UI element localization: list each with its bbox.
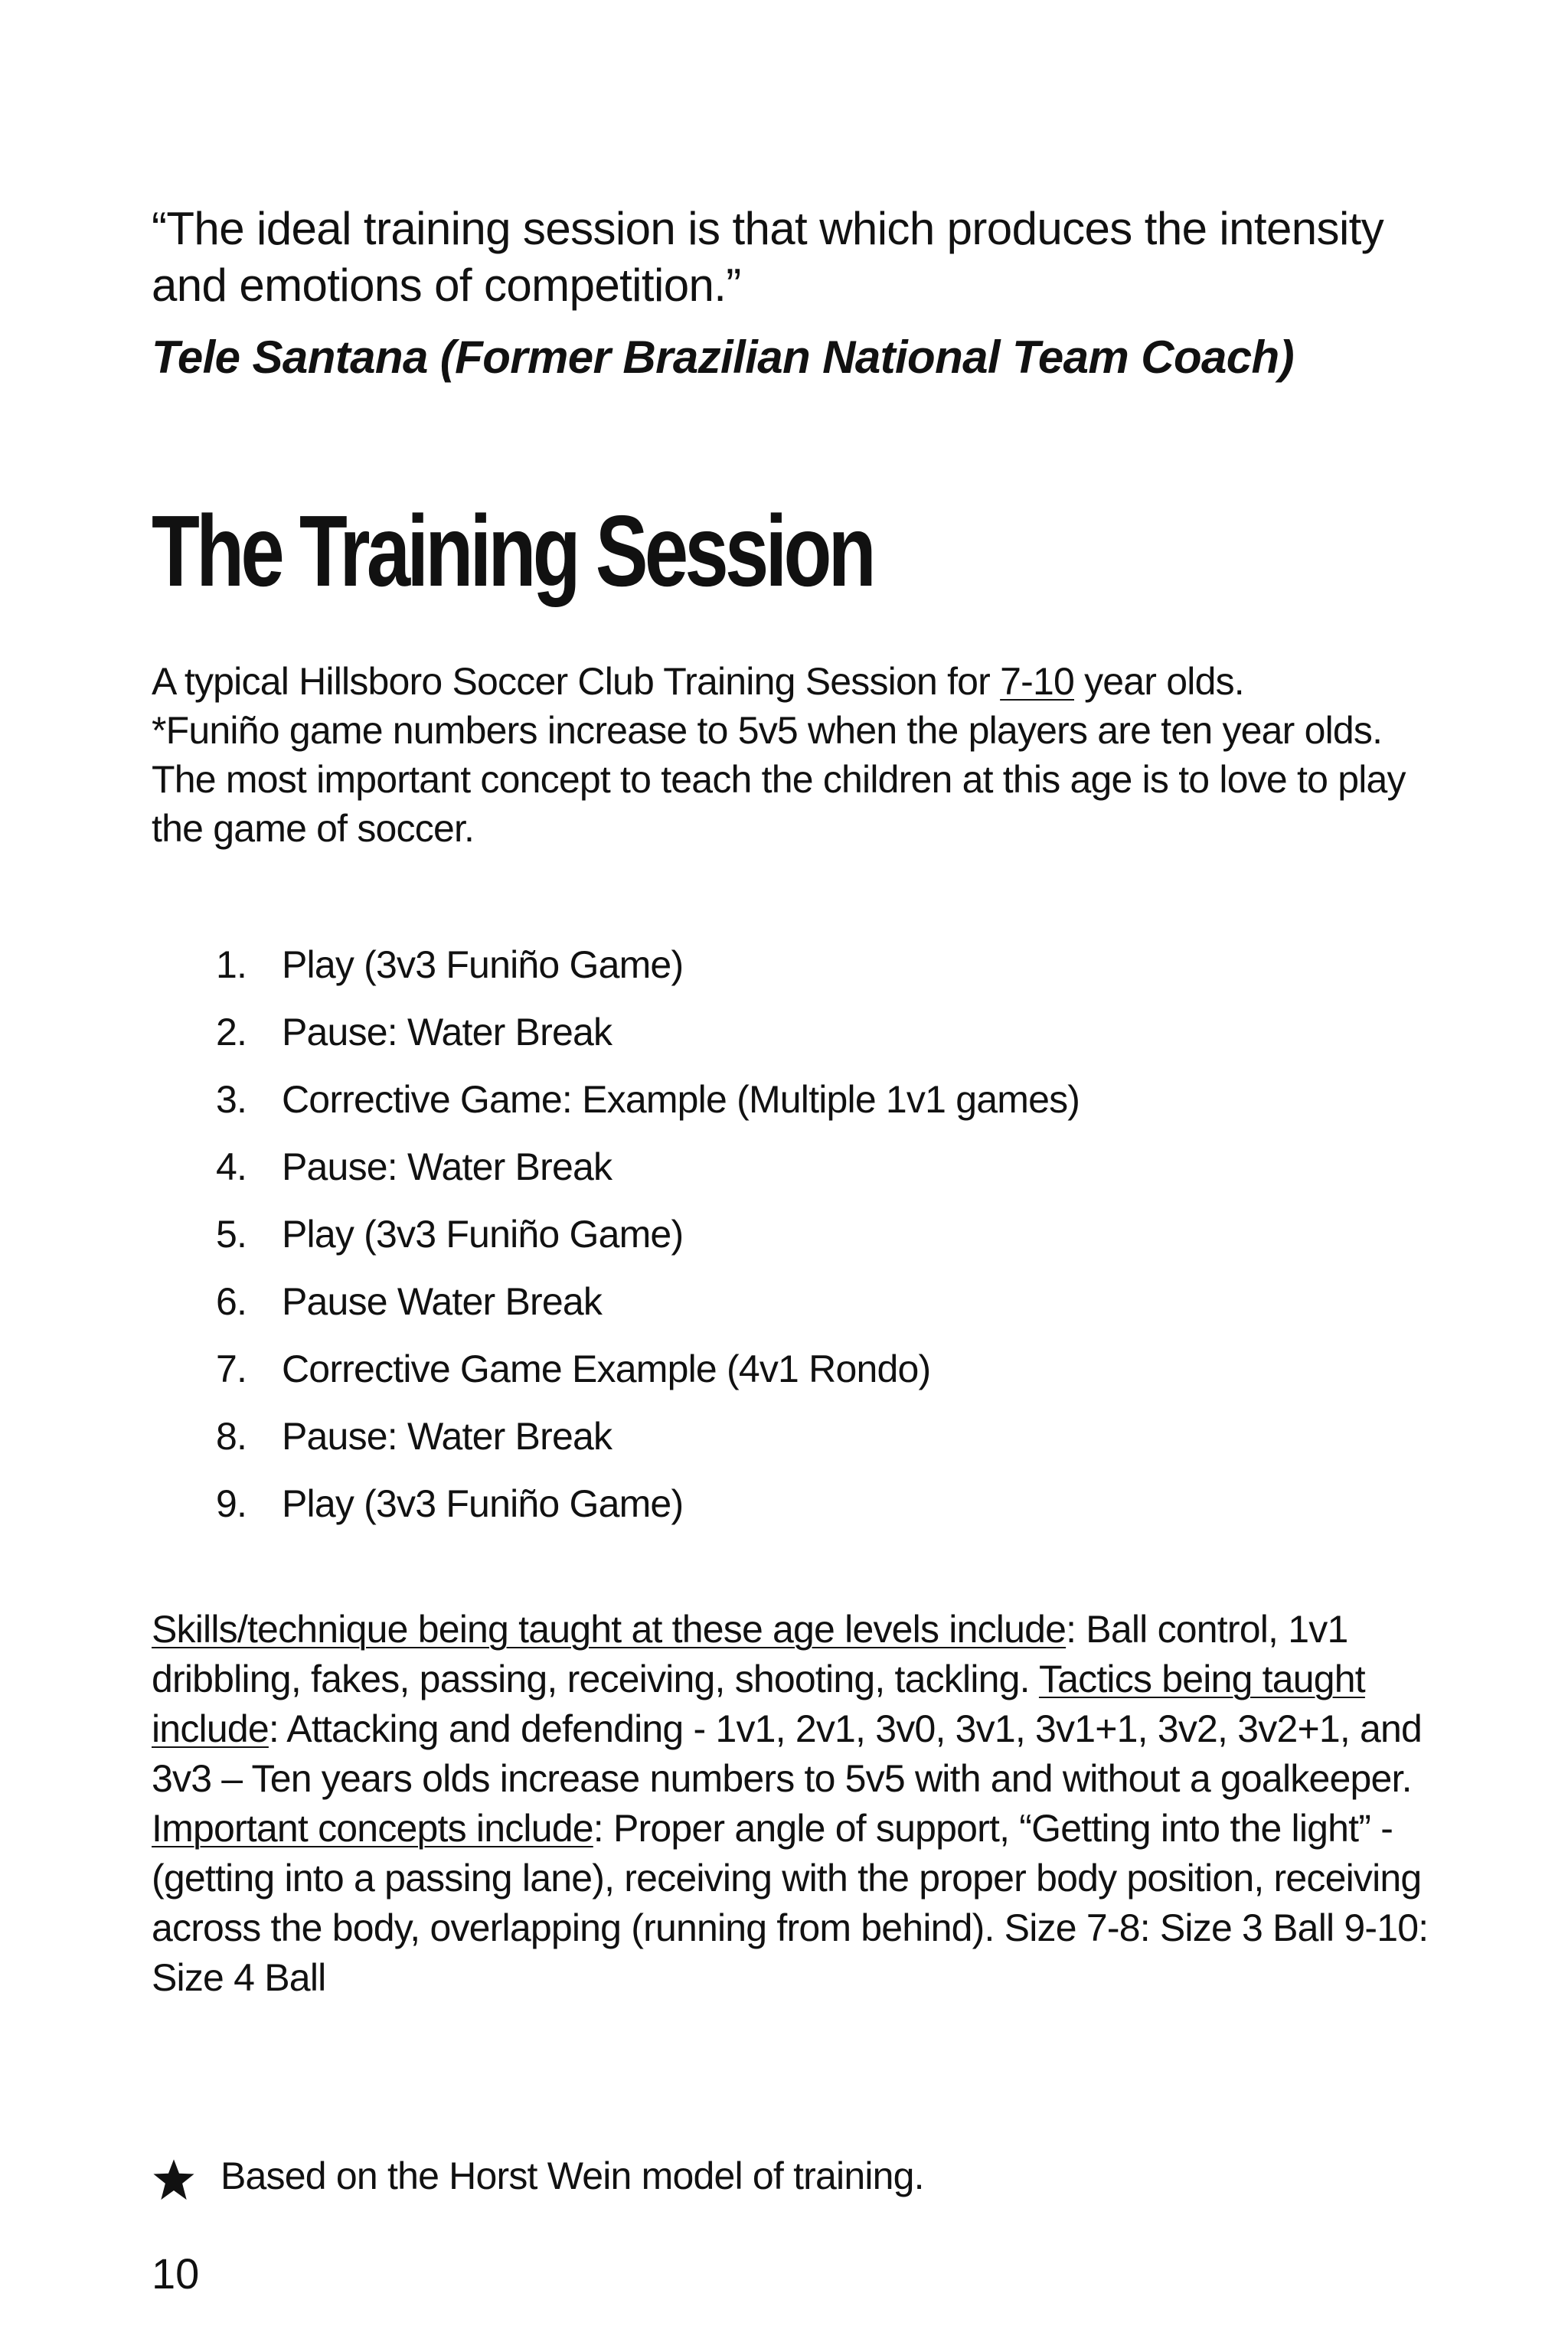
step-text: Play (3v3 Funiño Game) (282, 1482, 684, 1525)
intro-rest: *Funiño game numbers increase to 5v5 when the players are ten year olds. The most important concept to teach the children at this age is to love to play the game of soccer. (152, 709, 1406, 850)
list-item (216, 1200, 1080, 1268)
step-text: Pause: Water Break (282, 1415, 612, 1458)
intro-line1-before: A typical Hillsboro Soccer Club Training Session for (152, 660, 1001, 703)
intro-line1-after: year olds. (1074, 660, 1244, 703)
step-number: 1. (216, 943, 247, 986)
session-steps-list (216, 931, 1080, 1537)
step-number: 4. (216, 1145, 247, 1188)
step-text: Play (3v3 Funiño Game) (282, 943, 684, 986)
skills-text: : Ball control, 1v1 dribbling, fakes, passing, receiving, shooting, tackling. (152, 1608, 1348, 1700)
intro-age-range: 7-10 (1000, 660, 1074, 703)
concepts-label: Important concepts include (152, 1807, 593, 1850)
footnote (152, 2150, 924, 2202)
step-number: 7. (216, 1348, 247, 1390)
quote-attribution: Tele Santana (Former Brazilian National Team Coach) (152, 332, 1294, 383)
step-number: 8. (216, 1415, 247, 1458)
step-text: Pause Water Break (282, 1280, 603, 1323)
star-icon (152, 2158, 196, 2202)
step-text: Play (3v3 Funiño Game) (282, 1213, 684, 1256)
step-number: 5. (216, 1213, 247, 1256)
skills-paragraph (152, 1605, 1468, 2003)
step-text: Pause: Water Break (282, 1011, 612, 1054)
list-item (216, 1133, 1080, 1200)
page-title: The Training Session (152, 495, 873, 607)
list-item (216, 1335, 1080, 1403)
list-item (216, 1066, 1080, 1133)
step-text: Corrective Game Example (4v1 Rondo) (282, 1348, 931, 1390)
step-number: 9. (216, 1482, 247, 1525)
intro-paragraph (152, 657, 1453, 853)
tactics-text: : Attacking and defending - 1v1, 2v1, 3v0, 3v1, 3v1+1, 3v2, 3v2+1, and 3v3 – Ten years olds increase numbers to 5v5 with and without a goalkeeper. (152, 1707, 1423, 1800)
quote-text: “The ideal training session is that which produces the intensity and emotions of competition.” (152, 203, 1384, 311)
concepts-text: : Proper angle of support, “Getting into the light” - (getting into a passing lane), receiving with the proper body position, receiving across the body, overlapping (running from behind). Size 7-8: Size 3 Ball 9-10: Size 4 Ball (152, 1807, 1429, 1999)
list-item (216, 1268, 1080, 1335)
step-number: 3. (216, 1078, 247, 1121)
step-text: Corrective Game: Example (Multiple 1v1 games) (282, 1078, 1080, 1121)
page-number: 10 (152, 2249, 200, 2298)
step-number: 2. (216, 1011, 247, 1054)
list-item (216, 998, 1080, 1066)
list-item (216, 1403, 1080, 1470)
step-number: 6. (216, 1280, 247, 1323)
skills-label: Skills/technique being taught at these age levels include (152, 1608, 1067, 1651)
list-item (216, 931, 1080, 998)
list-item (216, 1470, 1080, 1537)
tactics-label: Tactics being taught include (152, 1658, 1365, 1750)
step-text: Pause: Water Break (282, 1145, 612, 1188)
footnote-text: Based on the Horst Wein model of training. (220, 2154, 924, 2197)
